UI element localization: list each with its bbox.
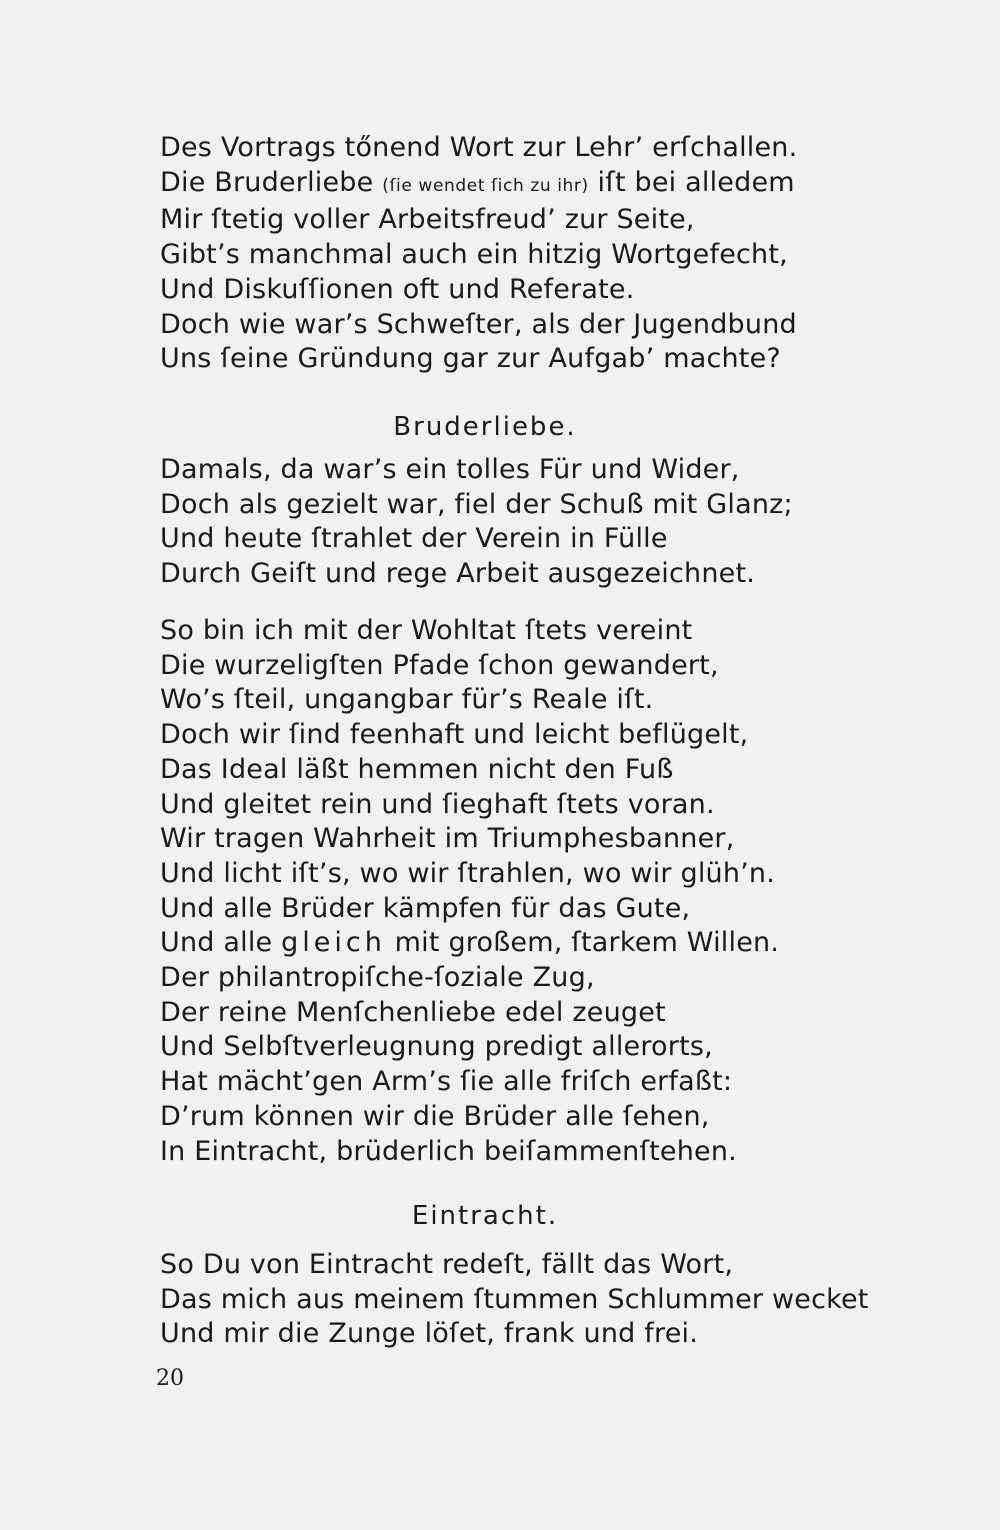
stanza-3 [160, 614, 900, 1169]
verse-line: Hat mächt’gen Arm’s ſie alle friſch erfaßt: [160, 1066, 733, 1098]
verse-text: iſt bei alledem [597, 166, 795, 198]
verse-line: Mir ſtetig voller Arbeitsfreud’ zur Seite, [160, 204, 695, 236]
stanza-4 [160, 1248, 900, 1352]
verse-line: Doch wir ſind feenhaft und leicht beflügelt, [160, 719, 749, 751]
verse-line [160, 926, 900, 961]
verse-line: Der reine Menſchenliebe edel zeuget [160, 996, 666, 1028]
verse-line: Wo’s ſteil, ungangbar für’s Reale iſt. [160, 684, 654, 716]
verse-line: Und Selbſtverleugnung predigt allerorts, [160, 1031, 713, 1063]
verse-line: Das Ideal läßt hemmen nicht den Fuß [160, 753, 674, 785]
verse-line: In Eintracht, brüderlich beiſammenſtehen. [160, 1135, 737, 1167]
verse-line: Und licht iſt’s, wo wir ſtrahlen, wo wir glüh’n. [160, 857, 776, 889]
speaker-heading: Bruderliebe. [393, 412, 577, 442]
verse-line: Und alle Brüder kämpfen für das Gute, [160, 892, 691, 924]
speaker-heading: Eintracht. [411, 1201, 559, 1231]
verse-text: Und alle [160, 927, 273, 959]
verse-line: Der philantropiſche-ſoziale Zug, [160, 962, 595, 994]
stanza-2 [160, 453, 900, 592]
verse-line: Uns ſeine Gründung gar zur Aufgab’ machte? [160, 343, 781, 375]
verse-line: Die wurzeligſten Pfade ſchon gewandert, [160, 649, 719, 681]
verse-line: Doch wie war’s Schweſter, als der Jugendbund [160, 308, 797, 340]
verse-line: Das mich aus meinem ſtummen Schlummer wecket [160, 1283, 869, 1315]
verse-line: Durch Geiſt und rege Arbeit ausgezeichnet. [160, 558, 756, 590]
verse-line: Doch als gezielt war, fiel der Schuß mit Glanz; [160, 488, 793, 520]
verse-line: Gibt’s manchmal auch ein hitzig Wortgefecht, [160, 239, 788, 271]
verse-line: Und gleitet rein und ſieghaft ſtets voran. [160, 788, 715, 820]
page-number: 20 [156, 1366, 184, 1391]
verse-text: Die Bruderliebe [160, 166, 374, 198]
stage-direction: (ſie wendet ſich zu ihr) [382, 175, 589, 196]
verse-line: Und mir die Zunge löſet, frank und frei. [160, 1318, 698, 1350]
verse-line: Des Vortrags tőnend Wort zur Lehr’ erſchallen. [160, 132, 798, 163]
verse-line: Wir tragen Wahrheit im Triumphesbanner, [160, 823, 735, 855]
verse-line: Und Diskuſſionen oft und Referate. [160, 273, 635, 305]
verse-text: mit großem, ſtarkem Willen. [394, 927, 780, 959]
verse-line: Und heute ſtrahlet der Verein in Fülle [160, 523, 668, 555]
verse-line [160, 166, 900, 204]
verse-line: Damals, da war’s ein tolles Für und Wider, [160, 454, 740, 485]
verse-line: So bin ich mit der Wohltat ſtets vereint [160, 615, 693, 646]
emphasized-word: gleich [281, 927, 386, 959]
verse-line: D’rum können wir die Brüder alle ſehen, [160, 1100, 710, 1132]
verse-line: So Du von Eintracht redeſt, fällt das Wort, [160, 1249, 734, 1280]
stanza-1 [160, 131, 900, 377]
